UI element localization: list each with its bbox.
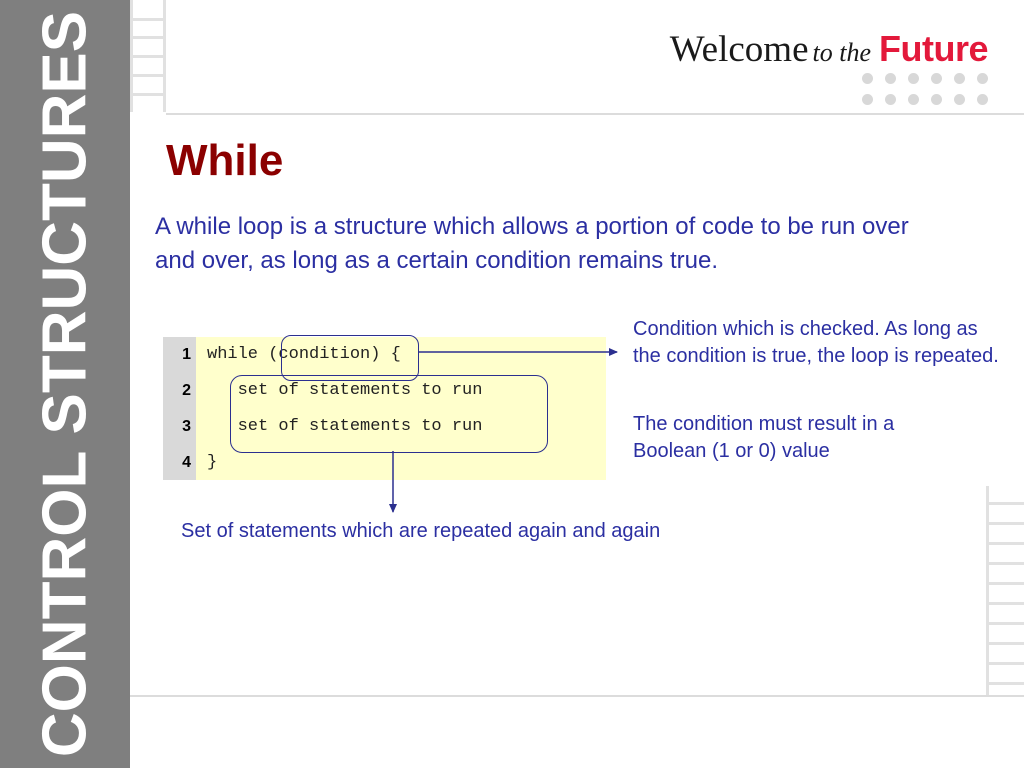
code-line: } bbox=[207, 453, 218, 472]
boolean-note: The condition must result in a Boolean (1 or 0) value bbox=[633, 413, 895, 462]
slide-title: While bbox=[166, 136, 284, 185]
condition-note: Condition which is checked. As long as the condition is true, the loop is repeated. bbox=[633, 318, 999, 367]
intro-paragraph: A while loop is a structure which allows a portion of code to be run over and over, as long as a certain condition remains true. bbox=[155, 213, 909, 274]
line-number: 4 bbox=[182, 454, 191, 471]
code-line: while (condition) { bbox=[207, 345, 401, 364]
statements-note: Set of statements which are repeated again and again bbox=[181, 520, 661, 542]
line-number: 3 bbox=[182, 418, 191, 435]
logo-welcome: Welcome bbox=[669, 29, 809, 70]
line-number: 2 bbox=[182, 382, 191, 399]
section-title: CONTROL STRUCTURES bbox=[30, 10, 100, 758]
code-line: set of statements to run bbox=[207, 417, 483, 436]
line-number: 1 bbox=[182, 346, 191, 363]
code-line: set of statements to run bbox=[207, 381, 483, 400]
logo-future: Future bbox=[879, 28, 988, 69]
logo-to-the: to the bbox=[812, 38, 871, 67]
